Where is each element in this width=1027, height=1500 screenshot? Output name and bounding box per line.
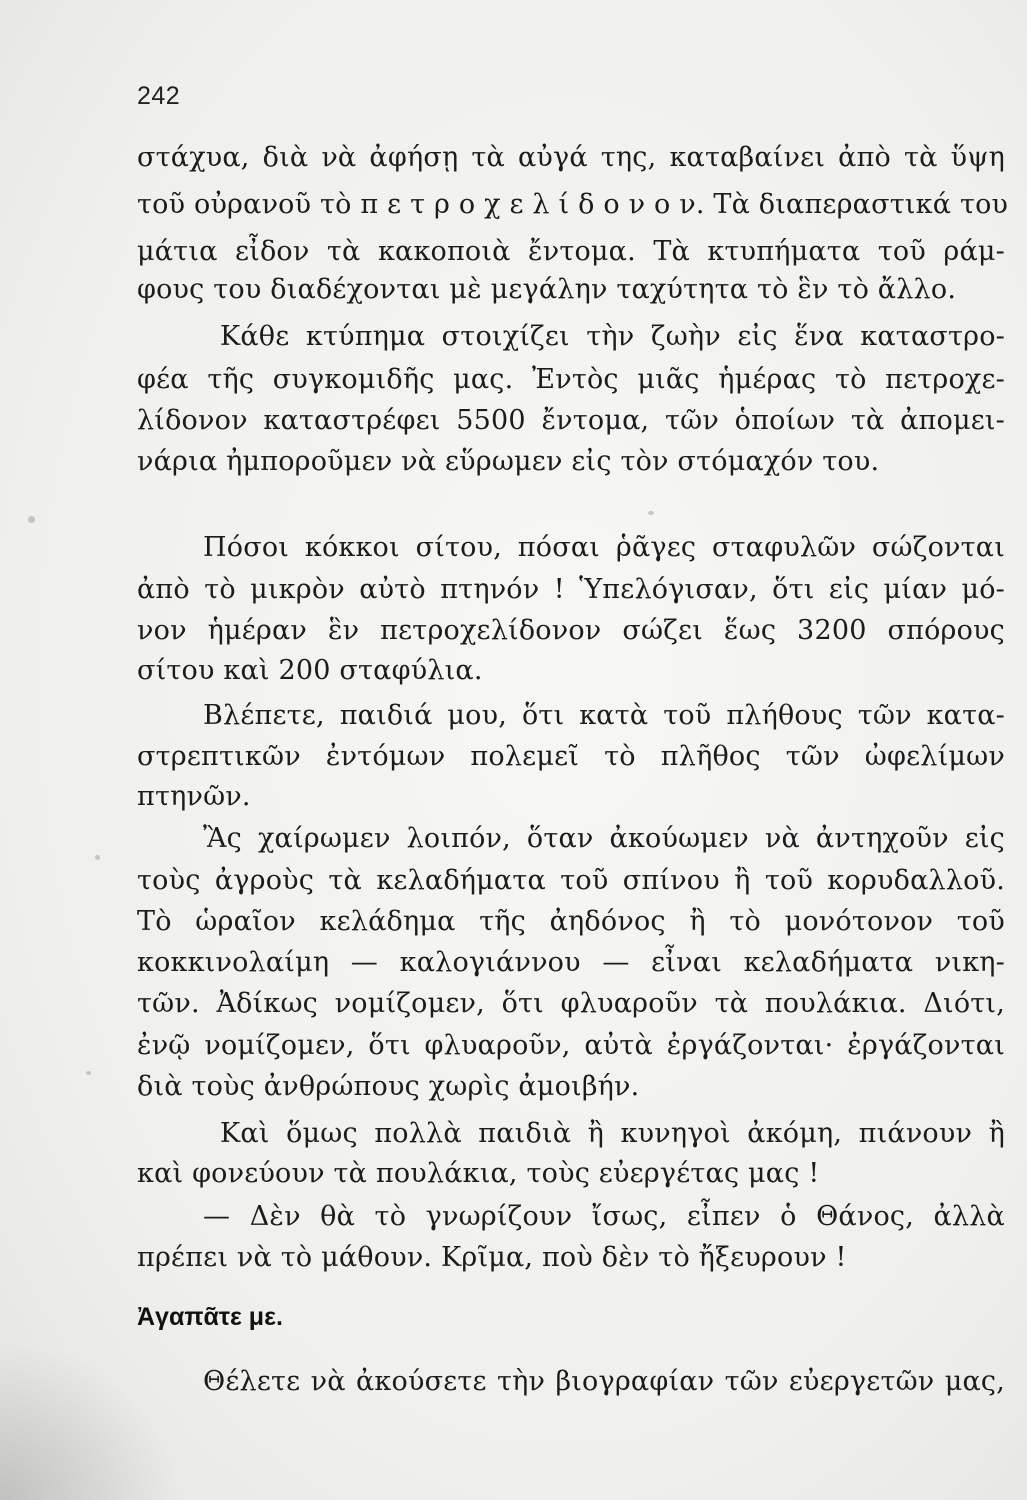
text-line: Βλέπετε, παιδιά μου, ὅτι κατὰ τοῦ πλήθους τῶν κατα-	[203, 700, 1005, 731]
text-line: διὰ τοὺς ἀνθρώπους χωρὶς ἀμοιβήν.	[137, 1071, 640, 1102]
page-edge-shadow	[0, 1340, 180, 1500]
text-line: — Δὲν θὰ τὸ γνωρίζουν ἴσως, εἶπεν ὁ Θάνος, ἀλλὰ	[203, 1201, 1005, 1232]
text-line: Τὸ ὡραῖον κελάδημα τῆς ἀηδόνος ἢ τὸ μονότονον τοῦ	[137, 906, 1005, 937]
text-line: ἐνῷ νομίζομεν, ὅτι φλυαροῦν, αὐτὰ ἐργάζονται· ἐργάζονται	[137, 1030, 1005, 1061]
text-line: Καὶ ὅμως πολλὰ παιδιὰ ἢ κυνηγοὶ ἀκόμη, πιάνουν ἢ	[220, 1118, 1005, 1149]
ink-speck	[95, 855, 100, 860]
section-heading: Ἀγαπᾶτε με.	[137, 1303, 283, 1331]
text-line: τοῦ οὐρανοῦ τὸ π ε τ ρ ο χ ε λ ί δ ο ν ο ν. Τὰ διαπεραστικά του	[137, 189, 1009, 220]
text-line: σίτου καὶ 200 σταφύλια.	[137, 655, 483, 686]
text-line: κοκκινολαίμη — καλογιάννου — εἶναι κελαδήματα νικη-	[137, 947, 1005, 978]
text-line: λίδονον καταστρέφει 5500 ἔντομα, τῶν ὁποίων τὰ ἀπομει-	[137, 405, 1005, 436]
text-line: καὶ φονεύουν τὰ πουλάκια, τοὺς εὐεργέτας μας !	[137, 1158, 820, 1189]
ink-speck	[28, 516, 35, 523]
ink-speck	[86, 1071, 91, 1075]
text-line: Κάθε κτύπημα στοιχίζει τὴν ζωὴν εἰς ἕνα καταστρο-	[220, 321, 1005, 352]
text-line: Πόσοι κόκκοι σίτου, πόσαι ῥᾶγες σταφυλῶν σώζονται	[203, 532, 1005, 563]
text-line: τοὺς ἀγροὺς τὰ κελαδήματα τοῦ σπίνου ἢ τοῦ κορυδαλλοῦ.	[137, 865, 1005, 896]
text-line: τῶν. Ἀδίκως νομίζομεν, ὅτι φλυαροῦν τὰ πουλάκια. Διότι,	[137, 988, 1005, 1019]
ink-speck	[648, 511, 654, 515]
text-line: μάτια εἶδον τὰ κακοποιὰ ἔντομα. Τὰ κτυπήματα τοῦ ράμ-	[137, 236, 1005, 267]
text-line: Ἂς χαίρωμεν λοιπόν, ὅταν ἀκούωμεν νὰ ἀντηχοῦν εἰς	[203, 823, 1005, 854]
text-line: πτηνῶν.	[137, 781, 251, 812]
text-line: φέα τῆς συγκομιδῆς μας. Ἐντὸς μιᾶς ἡμέρας τὸ πετροχε-	[137, 364, 1005, 395]
text-line: φους του διαδέχονται μὲ μεγάλην ταχύτητα τὸ ἓν τὸ ἄλλο.	[137, 274, 957, 305]
page-number: 242	[137, 82, 181, 110]
text-line: νάρια ἠμποροῦμεν νὰ εὕρωμεν εἰς τὸν στόμαχόν του.	[137, 446, 880, 477]
text-line: πρέπει νὰ τὸ μάθουν. Κρῖμα, ποὺ δὲν τὸ ἤξευρουν !	[137, 1242, 847, 1273]
text-line: Θέλετε νὰ ἀκούσετε τὴν βιογραφίαν τῶν εὐεργετῶν μας,	[203, 1366, 1005, 1397]
text-line: ἀπὸ τὸ μικρὸν αὐτὸ πτηνόν ! Ὑπελόγισαν, ὅτι εἰς μίαν μό-	[137, 574, 1005, 605]
text-line: στάχυα, διὰ νὰ ἀφήσῃ τὰ αὐγά της, καταβαίνει ἀπὸ τὰ ὕψη	[137, 142, 1005, 173]
text-line: νον ἡμέραν ἓν πετροχελίδονον σώζει ἕως 3200 σπόρους	[137, 615, 1005, 646]
text-line: στρεπτικῶν ἐντόμων πολεμεῖ τὸ πλῆθος τῶν ὠφελίμων	[137, 741, 1005, 772]
